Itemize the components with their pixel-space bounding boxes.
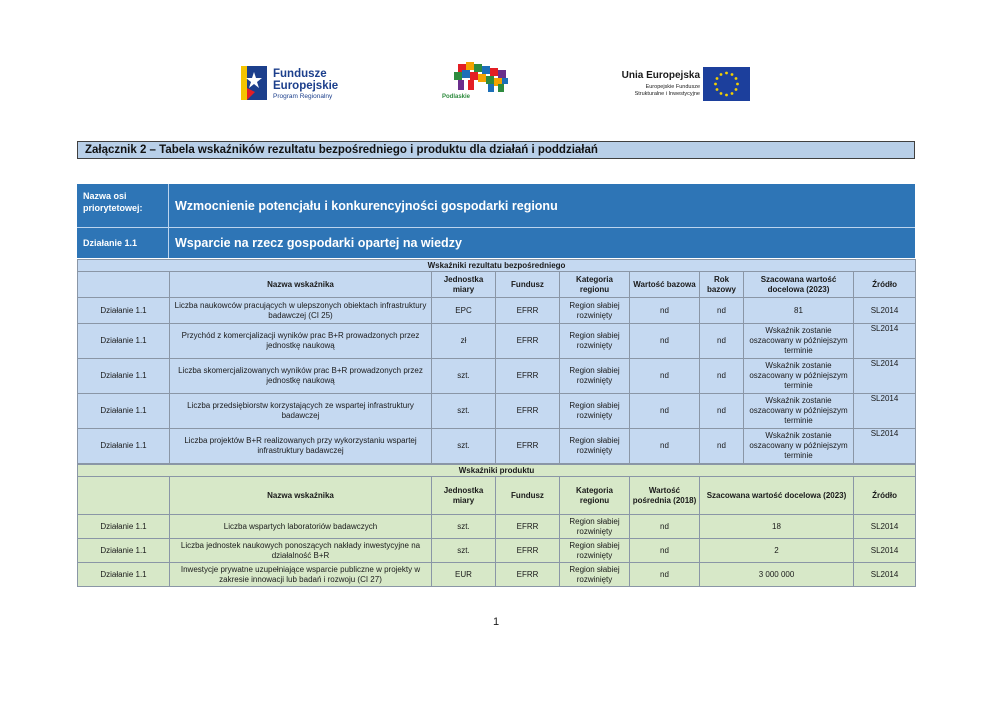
row-target: 18 [700, 515, 854, 539]
row-source: SL2014 [854, 539, 916, 563]
row-base-value: nd [630, 394, 700, 429]
products-header-empty [78, 477, 170, 515]
row-source: SL2014 [854, 324, 916, 359]
results-header-name: Nazwa wskaźnika [170, 272, 432, 298]
row-region: Region słabiej rozwinięty [560, 429, 630, 464]
row-base-value: nd [630, 429, 700, 464]
row-mid-value: nd [630, 563, 700, 587]
row-measure: Działanie 1.1 [78, 298, 170, 324]
row-source: SL2014 [854, 429, 916, 464]
podlaskie-label: Podlaskie [442, 94, 471, 100]
row-fund: EFRR [496, 539, 560, 563]
row-target: Wskaźnik zostanie oszacowany w późniejszym terminie [744, 429, 854, 464]
row-unit: szt. [432, 515, 496, 539]
priority-axis-header [77, 184, 915, 228]
row-target: 2 [700, 539, 854, 563]
row-base-year: nd [700, 359, 744, 394]
fundusze-europejskie-logo [241, 62, 371, 106]
row-measure: Działanie 1.1 [78, 394, 170, 429]
priority-axis-value: Wzmocnienie potencjału i konkurencyjności gospodarki regionu [175, 199, 558, 213]
row-base-year: nd [700, 429, 744, 464]
table-row [78, 359, 916, 394]
table-row [78, 563, 916, 587]
products-section-title: Wskaźniki produktu [78, 465, 916, 477]
row-indicator-name: Liczba skomercjalizowanych wyników prac B+R prowadzonych przez jednostkę naukową [170, 359, 432, 394]
ue-sub2: Strukturalne i Inwestycyjne [634, 91, 700, 97]
products-header-region: Kategoria regionu [560, 477, 630, 515]
results-header-unit: Jednostka miary [432, 272, 496, 298]
results-header-source: Źródło [854, 272, 916, 298]
products-header-target: Szacowana wartość docelowa (2023) [700, 477, 854, 515]
row-target: 81 [744, 298, 854, 324]
row-source: SL2014 [854, 563, 916, 587]
fe-line2: Europejskie [273, 80, 339, 92]
products-header-name: Nazwa wskaźnika [170, 477, 432, 515]
row-measure: Działanie 1.1 [78, 563, 170, 587]
row-mid-value: nd [630, 539, 700, 563]
products-header-row [78, 477, 916, 515]
row-target: Wskaźnik zostanie oszacowany w późniejszym terminie [744, 324, 854, 359]
results-header-base-year: Rok bazowy [700, 272, 744, 298]
products-header-mid-value: Wartość pośrednia (2018) [630, 477, 700, 515]
row-target: 3 000 000 [700, 563, 854, 587]
row-base-year: nd [700, 298, 744, 324]
table-row [78, 539, 916, 563]
eu-flag-icon [703, 67, 750, 101]
results-header-region: Kategoria regionu [560, 272, 630, 298]
results-header-base-value: Wartość bazowa [630, 272, 700, 298]
row-mid-value: nd [630, 515, 700, 539]
products-header-fund: Fundusz [496, 477, 560, 515]
row-region: Region słabiej rozwinięty [560, 515, 630, 539]
row-measure: Działanie 1.1 [78, 324, 170, 359]
row-base-value: nd [630, 298, 700, 324]
row-unit: EPC [432, 298, 496, 324]
fe-star-icon [241, 62, 267, 104]
table-row [78, 515, 916, 539]
row-target: Wskaźnik zostanie oszacowany w późniejszym terminie [744, 359, 854, 394]
row-fund: EFRR [496, 563, 560, 587]
row-base-year: nd [700, 394, 744, 429]
table-row [78, 429, 916, 464]
row-region: Region słabiej rozwinięty [560, 359, 630, 394]
row-unit: EUR [432, 563, 496, 587]
table-row [78, 394, 916, 429]
row-target: Wskaźnik zostanie oszacowany w późniejszym terminie [744, 394, 854, 429]
row-indicator-name: Liczba przedsiębiorstw korzystających ze wspartej infrastruktury badawczej [170, 394, 432, 429]
page-number: 1 [492, 616, 500, 628]
row-measure: Działanie 1.1 [78, 515, 170, 539]
row-unit: szt. [432, 539, 496, 563]
results-header-target: Szacowana wartość docelowa (2023) [744, 272, 854, 298]
measure-header [77, 228, 915, 258]
ue-sub1: Europejskie Fundusze [645, 84, 700, 90]
row-fund: EFRR [496, 324, 560, 359]
row-unit: szt. [432, 394, 496, 429]
row-indicator-name: Inwestycje prywatne uzupełniające wsparcie publiczne w projekty w zakresie innowacji lub badań i rozwoju (CI 27) [170, 563, 432, 587]
row-source: SL2014 [854, 298, 916, 324]
podlaskie-bison-icon [438, 60, 528, 94]
row-indicator-name: Liczba naukowców pracujących w ulepszonych obiektach infrastruktury badawczej (CI 25) [170, 298, 432, 324]
results-section-title: Wskaźniki rezultatu bezpośredniego [78, 260, 916, 272]
product-indicators-table [77, 464, 916, 587]
products-header-unit: Jednostka miary [432, 477, 496, 515]
document-title: Załącznik 2 – Tabela wskaźników rezultatu bezpośredniego i produktu dla działań i poddziałań [77, 141, 915, 159]
table-row [78, 324, 916, 359]
results-indicators-table [77, 259, 916, 464]
results-header-fund: Fundusz [496, 272, 560, 298]
row-base-value: nd [630, 359, 700, 394]
row-source: SL2014 [854, 515, 916, 539]
priority-axis-label: Nazwa osi priorytetowej: [77, 184, 169, 227]
measure-value: Wsparcie na rzecz gospodarki opartej na wiedzy [175, 236, 462, 250]
row-indicator-name: Liczba jednostek naukowych ponoszących nakłady inwestycyjne na działalność B+R [170, 539, 432, 563]
row-fund: EFRR [496, 429, 560, 464]
row-fund: EFRR [496, 298, 560, 324]
podlaskie-logo [438, 60, 528, 110]
results-header-empty [78, 272, 170, 298]
row-fund: EFRR [496, 394, 560, 429]
ue-title: Unia Europejska [621, 70, 700, 81]
unia-europejska-logo [606, 64, 752, 104]
row-unit: szt. [432, 429, 496, 464]
fe-line1: Fundusze [273, 68, 327, 80]
row-region: Region słabiej rozwinięty [560, 394, 630, 429]
products-header-source: Źródło [854, 477, 916, 515]
results-header-row [78, 272, 916, 298]
row-region: Region słabiej rozwinięty [560, 539, 630, 563]
row-source: SL2014 [854, 394, 916, 429]
row-region: Region słabiej rozwinięty [560, 298, 630, 324]
row-measure: Działanie 1.1 [78, 539, 170, 563]
row-unit: zł [432, 324, 496, 359]
row-indicator-name: Liczba wspartych laboratoriów badawczych [170, 515, 432, 539]
row-fund: EFRR [496, 359, 560, 394]
row-source: SL2014 [854, 359, 916, 394]
measure-label: Działanie 1.1 [77, 228, 169, 258]
row-fund: EFRR [496, 515, 560, 539]
row-region: Region słabiej rozwinięty [560, 563, 630, 587]
row-indicator-name: Liczba projektów B+R realizowanych przy wykorzystaniu wspartej infrastruktury badawczej [170, 429, 432, 464]
row-indicator-name: Przychód z komercjalizacji wyników prac B+R prowadzonych przez jednostkę naukową [170, 324, 432, 359]
row-region: Region słabiej rozwinięty [560, 324, 630, 359]
row-measure: Działanie 1.1 [78, 359, 170, 394]
table-row [78, 298, 916, 324]
row-base-value: nd [630, 324, 700, 359]
fe-line3: Program Regionalny [273, 93, 333, 100]
row-measure: Działanie 1.1 [78, 429, 170, 464]
row-base-year: nd [700, 324, 744, 359]
row-unit: szt. [432, 359, 496, 394]
